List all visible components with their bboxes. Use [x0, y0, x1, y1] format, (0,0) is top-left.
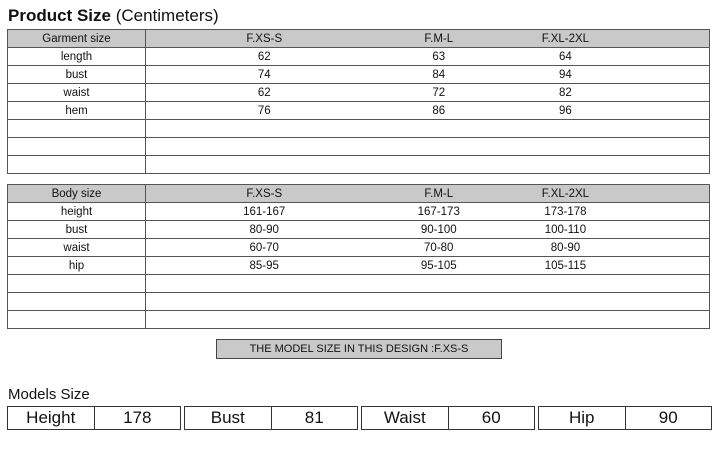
cell-value: 70-80	[424, 241, 454, 254]
model-measure-waist	[361, 406, 535, 430]
cell-value: 100-110	[544, 223, 587, 236]
measure-label: Height	[26, 408, 76, 427]
cell-value: 64	[559, 50, 572, 63]
cell-value: 94	[559, 68, 572, 81]
table-row	[8, 102, 710, 120]
title-main: Product Size	[8, 6, 111, 25]
row-label: waist	[8, 84, 146, 102]
row-label: bust	[8, 221, 146, 239]
model-measure-hip	[538, 406, 712, 430]
cell-value: 72	[432, 86, 446, 99]
cell-value: 96	[559, 104, 572, 117]
models-size-row	[7, 406, 712, 430]
empty-row	[8, 311, 710, 329]
measure-label: Waist	[383, 408, 426, 427]
measure-value: 90	[625, 407, 712, 429]
model-measure-bust	[184, 406, 358, 430]
row-label: waist	[8, 239, 146, 257]
measure-label: Hip	[568, 408, 595, 427]
body-size-col-3: F.XL-2XL	[541, 187, 590, 200]
measure-value: 60	[448, 407, 535, 429]
measure-value: 178	[94, 407, 181, 429]
table-row	[8, 257, 710, 275]
cell-value: 62	[257, 86, 271, 99]
garment-size-col-1: F.XS-S	[246, 32, 283, 45]
cell-value: 82	[559, 86, 572, 99]
table-row	[8, 239, 710, 257]
cell-value: 62	[257, 50, 271, 63]
measure-value: 81	[271, 407, 358, 429]
measure-label: Bust	[210, 408, 245, 427]
garment-size-table	[7, 29, 710, 174]
page-title	[8, 6, 219, 26]
body-size-col-1: F.XS-S	[246, 187, 283, 200]
row-label: hip	[8, 257, 146, 275]
cell-value: 76	[257, 104, 271, 117]
cell-value: 74	[257, 68, 271, 81]
cell-value: 105-115	[544, 259, 587, 272]
body-header-row	[8, 185, 710, 203]
cell-value: 173-178	[544, 205, 587, 218]
models-size-title: Models Size	[8, 386, 90, 403]
table-row	[8, 203, 710, 221]
cell-value: 85-95	[249, 259, 279, 272]
empty-row	[8, 120, 710, 138]
body-header-label: Body size	[8, 185, 146, 203]
cell-value: 63	[432, 50, 446, 63]
cell-value: 95-105	[420, 259, 457, 272]
table-row	[8, 48, 710, 66]
row-label: length	[8, 48, 146, 66]
cell-value: 60-70	[249, 241, 279, 254]
garment-size-col-2: F.M-L	[424, 32, 454, 45]
row-label: height	[8, 203, 146, 221]
table-row	[8, 221, 710, 239]
cell-value: 90-100	[420, 223, 457, 236]
body-size-col-2: F.M-L	[424, 187, 454, 200]
garment-size-col-3: F.XL-2XL	[541, 32, 590, 45]
cell-value: 161-167	[243, 205, 286, 218]
cell-value: 167-173	[417, 205, 460, 218]
cell-value: 84	[432, 68, 446, 81]
empty-row	[8, 275, 710, 293]
body-size-table	[7, 184, 710, 329]
empty-row	[8, 293, 710, 311]
cell-value: 86	[432, 104, 446, 117]
model-measure-height	[7, 406, 181, 430]
model-size-note: THE MODEL SIZE IN THIS DESIGN :F.XS-S	[216, 339, 502, 359]
row-label: bust	[8, 66, 146, 84]
cell-value: 80-90	[249, 223, 279, 236]
cell-value: 80-90	[550, 241, 581, 254]
empty-row	[8, 156, 710, 174]
table-row	[8, 66, 710, 84]
row-label: hem	[8, 102, 146, 120]
garment-header-label: Garment size	[8, 30, 146, 48]
title-unit: (Centimeters)	[115, 6, 219, 25]
empty-row	[8, 138, 710, 156]
table-row	[8, 84, 710, 102]
garment-header-row	[8, 30, 710, 48]
